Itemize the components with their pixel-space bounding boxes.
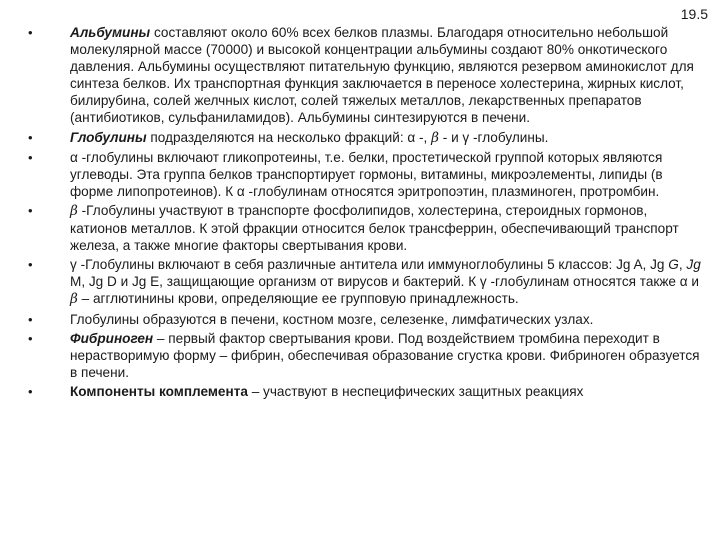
item-text: – агглютинины крови, определяющие ее групповую принадлежность. — [77, 291, 519, 307]
bullet-icon: • — [28, 257, 33, 273]
beta-symbol: β — [431, 129, 439, 146]
list-item-gamma-globulins — [28, 256, 708, 308]
bullet-icon: • — [28, 330, 33, 346]
list-item-complement — [28, 383, 708, 400]
list-item-globulins — [28, 129, 708, 147]
list-item-fibrinogen — [28, 330, 708, 381]
term-fibrinogen: Фибриноген — [70, 330, 154, 346]
bullet-icon: • — [28, 149, 33, 165]
list-item-beta-globulins — [28, 202, 708, 254]
page-number: 19.5 — [680, 6, 708, 22]
list-item-globulin-origin — [28, 311, 708, 328]
italic-text: Jg — [686, 257, 701, 273]
item-text: - и γ -глобулины. — [438, 129, 549, 145]
bullet-icon: • — [28, 25, 33, 40]
italic-text: G — [668, 257, 679, 273]
item-text: α -глобулины включают гликопротеины, т.е. белки, простетической группой которых являются углеводы. Эта группа белков транспортирует гормоны, витамины, микроэлементы, липиды (в форме липопротеинов). К α -глобулинам относятся эритропоэтин, плазминоген, протромбин. — [70, 149, 663, 199]
bullet-icon: • — [28, 383, 33, 399]
item-text: -Глобулины участвуют в транспорте фосфолипидов, холестерина, стероидных гормонов, катионов металлов. К этой фракции относится белок трансферрин, обеспечивающий транспорт железа, а также многие факторы свертывания крови. — [70, 202, 679, 254]
term-globulins: Глобулины — [70, 129, 147, 145]
term-complement: Компоненты комплемента — [70, 383, 248, 399]
item-text: γ -Глобулины включают в себя различные антитела или иммуноглобулины 5 классов: Jg A, Jg — [70, 257, 669, 273]
item-text: – первый фактор свертывания крови. Под воздействием тромбина переходит в нерастворимую форму – фибрин, обеспечивая образование сгустка крови. Фибриноген образуется в печени. — [70, 330, 700, 380]
bullet-icon: • — [28, 129, 33, 145]
list-item-alpha-globulins — [28, 149, 708, 200]
item-text: подразделяются на несколько фракций: α -, — [146, 129, 432, 145]
slide-body — [28, 24, 708, 402]
bullet-icon: • — [28, 311, 33, 327]
bullet-list — [28, 24, 708, 400]
beta-symbol: β — [70, 291, 78, 308]
bullet-icon: • — [28, 202, 33, 218]
list-item-albumins — [28, 24, 708, 127]
item-text: M, Jg D и Jg E, защищающие организм от вирусов и бактерий. К γ -глобулинам относятся также α и — [70, 274, 699, 290]
item-text: составляют около 60% всех белков плазмы. Благодаря относительно небольшой молекулярной массе (70000) и высокой концентрации альбумины создают 80% онкотического давления. Альбумины осуществляют питательную функцию, являются резервом аминокислот для синтеза белков. Их транспортная функция заключается в переносе холестерина, жирных кислот, билирубина, солей желчных кислот, солей тяжелых металлов, лекарственных препаратов (антибиотиков, сульфаниламидов). Альбумины синтезируются в печени. — [70, 25, 694, 126]
term-albumins: Альбумины — [70, 25, 151, 40]
item-text: – участвуют в неспецифических защитных реакциях — [247, 383, 584, 399]
beta-symbol: β — [70, 202, 78, 219]
item-text: , — [678, 257, 687, 273]
item-text: Глобулины образуются в печени, костном мозге, селезенке, лимфатических узлах. — [70, 311, 594, 327]
